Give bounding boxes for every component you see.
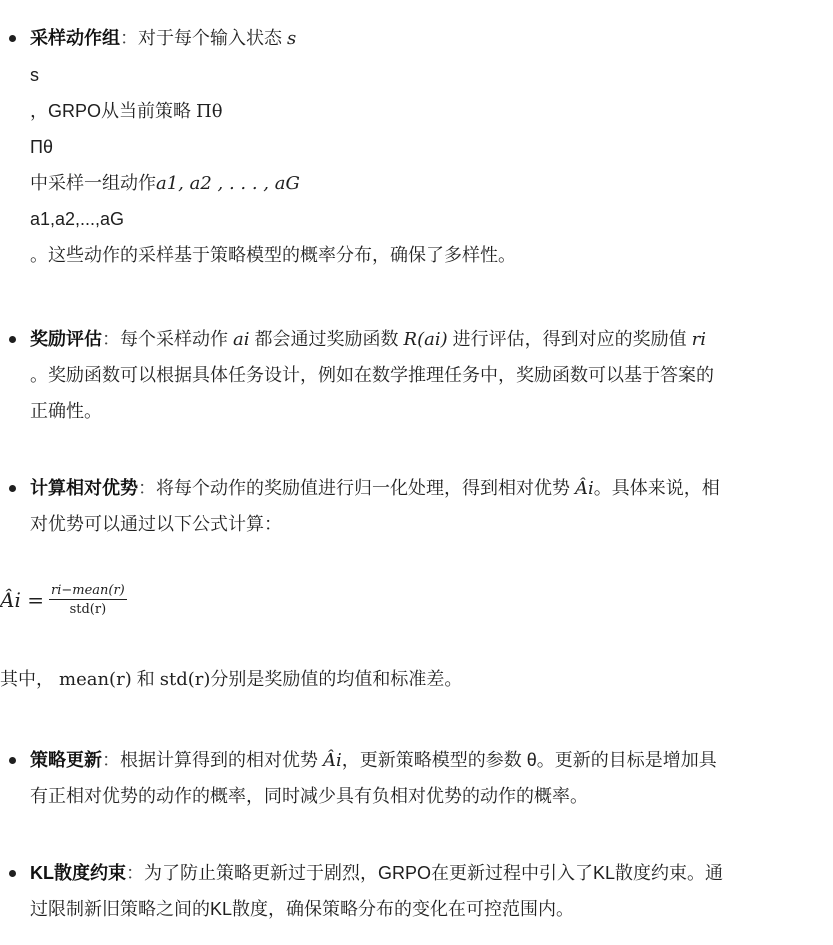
colon: ： <box>120 28 138 48</box>
text: 对优势可以通过以下公式计算： <box>30 514 282 534</box>
fraction-denominator: std(r) <box>69 602 107 617</box>
item-title: KL散度约束 <box>30 863 126 883</box>
line-1 <box>30 861 821 885</box>
bullet-dot <box>9 870 16 877</box>
bullet-dot <box>9 757 16 764</box>
math-ai: ai <box>233 329 250 350</box>
line-1 <box>30 26 821 50</box>
math-A-hat: Âi <box>575 478 594 499</box>
math-std: std(r) <box>159 669 211 690</box>
line-3 <box>30 399 821 423</box>
plain-s: s <box>30 65 39 85</box>
line-2 <box>30 512 821 536</box>
text: 为了防止策略更新过于剧烈，GRPO在更新过程中引入了KL散度约束。通 <box>144 863 724 883</box>
line-3 <box>30 99 821 123</box>
fraction <box>49 583 127 617</box>
text: ，GRPO从当前策略 <box>30 101 192 121</box>
plain-actions: a1,a2,...,aG <box>30 209 125 229</box>
bullet-dot <box>9 35 16 42</box>
item-title: 计算相对优势 <box>30 478 138 498</box>
math-ri: ri <box>691 329 707 350</box>
colon: ： <box>138 478 156 498</box>
text: 分别是奖励值的均值和标准差。 <box>210 669 463 689</box>
line-1 <box>30 327 821 351</box>
math-actions: a1, a2 , . . . , aG <box>156 173 300 194</box>
text: 对于每个输入状态 <box>138 28 282 48</box>
text: 将每个动作的奖励值进行归一化处理，得到相对优势 <box>156 478 570 498</box>
formula <box>0 583 821 627</box>
text: 中采样一组动作 <box>30 173 156 193</box>
text: ，更新策略模型的参数 θ。更新的目标是增加具 <box>341 750 717 770</box>
text: 。具体来说，相 <box>593 478 720 498</box>
line-7 <box>30 243 821 267</box>
text: 过限制新旧策略之间的KL散度，确保策略分布的变化在可控范围内。 <box>30 899 575 919</box>
colon: ： <box>126 863 144 883</box>
text: 都会通过奖励函数 <box>254 329 399 349</box>
text: 和 <box>136 669 155 689</box>
math-pi-theta: Πθ <box>196 101 223 122</box>
plain-pi-theta: Πθ <box>30 137 54 157</box>
math-mean: mean(r) <box>59 669 132 690</box>
formula-lhs: Âi = <box>0 588 44 612</box>
line-5 <box>30 171 821 195</box>
line-2 <box>30 897 821 921</box>
fraction-numerator: ri−mean(r) <box>50 583 125 598</box>
colon: ： <box>102 750 120 770</box>
text: 有正相对优势的动作的概率，同时减少具有负相对优势的动作的概率。 <box>30 786 588 806</box>
line-2 <box>30 784 821 808</box>
line-1 <box>30 476 821 500</box>
line-1 <box>30 748 821 772</box>
line-2 <box>30 63 821 87</box>
item-title: 采样动作组 <box>30 28 120 48</box>
line-2 <box>30 363 821 387</box>
text: 根据计算得到的相对优势 <box>120 750 318 770</box>
bullet-dot <box>9 485 16 492</box>
text: 进行评估，得到对应的奖励值 <box>452 329 687 349</box>
text: 正确性。 <box>30 401 102 421</box>
formula-explanation <box>0 667 821 692</box>
bullet-dot <box>9 336 16 343</box>
item-title: 策略更新 <box>30 750 102 770</box>
line-6 <box>30 207 821 231</box>
text: 。奖励函数可以根据具体任务设计，例如在数学推理任务中，奖励函数可以基于答案的 <box>30 365 714 385</box>
line-4 <box>30 135 821 159</box>
text: 。这些动作的采样基于策略模型的概率分布，确保了多样性。 <box>30 245 516 265</box>
math-A-hat: Âi <box>323 750 342 771</box>
text: 其中， <box>0 669 54 689</box>
math-s: s <box>287 28 297 49</box>
item-title: 奖励评估 <box>30 329 102 349</box>
text: 每个采样动作 <box>120 329 228 349</box>
colon: ： <box>102 329 120 349</box>
math-R: R(ai) <box>403 329 448 350</box>
